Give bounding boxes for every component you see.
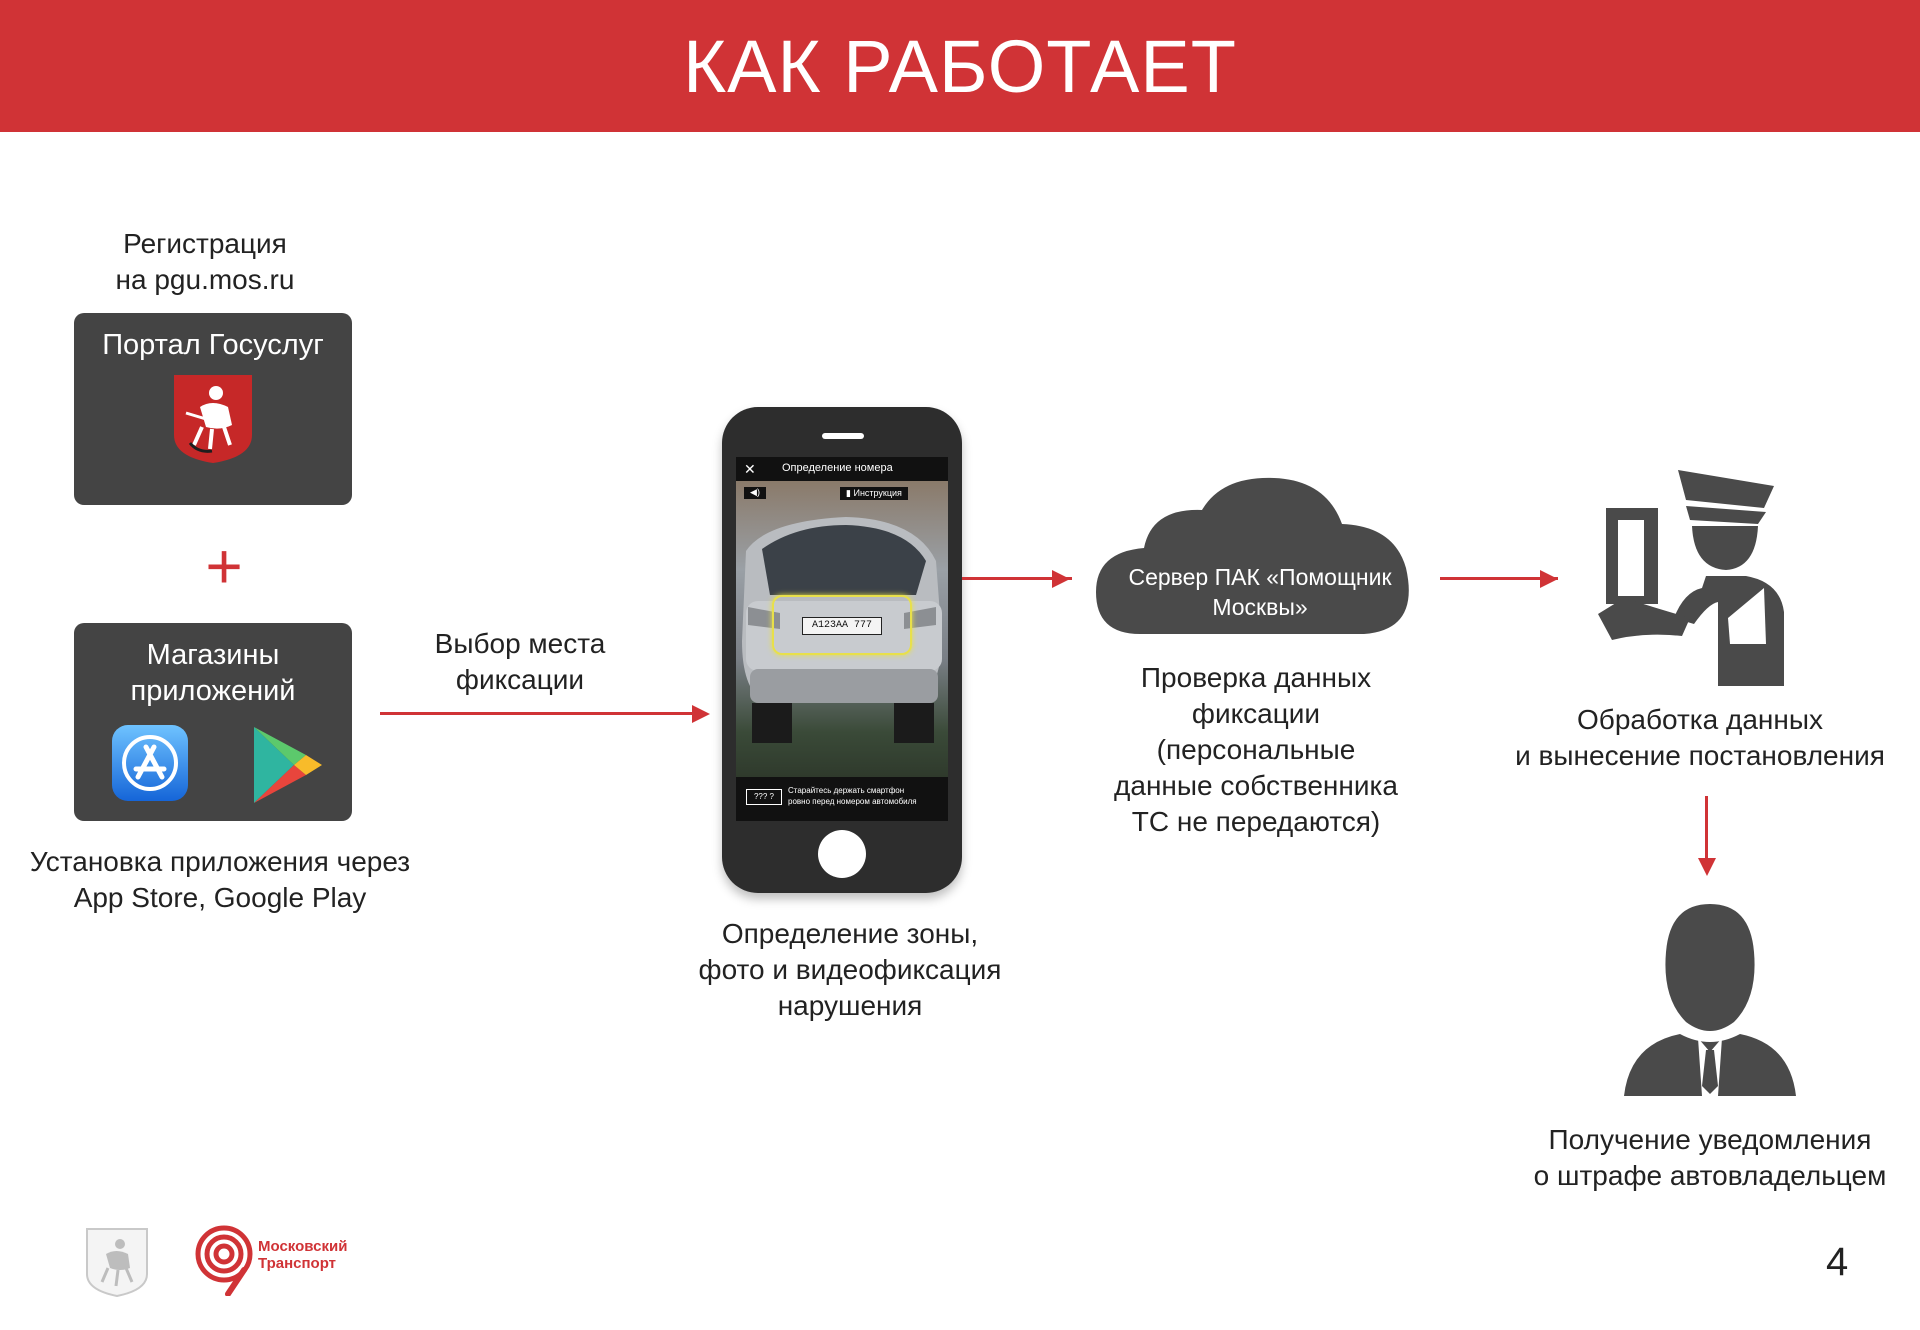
choose-location-caption bbox=[400, 626, 640, 698]
check-caption-line4: данные собственника bbox=[1114, 770, 1398, 801]
phone-speaker bbox=[822, 433, 864, 439]
registration-line2: на pgu.mos.ru bbox=[115, 264, 295, 295]
moscow-emblem-logo bbox=[84, 1226, 150, 1298]
moscow-transport-logo-text bbox=[258, 1238, 347, 1272]
home-button[interactable] bbox=[818, 830, 866, 878]
plate-box: ??? ? bbox=[746, 789, 782, 805]
arrow-to-phone bbox=[380, 712, 692, 715]
phone-caption-line2: фото и видеофиксация bbox=[698, 954, 1002, 985]
google-play-icon bbox=[250, 723, 326, 807]
phone-caption-line1: Определение зоны, bbox=[721, 918, 979, 949]
stores-card-line1: Магазины bbox=[146, 639, 280, 671]
arrow-to-officer-head bbox=[1540, 570, 1558, 588]
choose-caption-line1: Выбор места bbox=[434, 628, 606, 659]
check-caption-line1: Проверка данных bbox=[1140, 662, 1372, 693]
cloud-label bbox=[1110, 562, 1410, 622]
portal-card-title: Портал Госуслуг bbox=[102, 329, 324, 361]
logo-text-line1: Московский bbox=[258, 1238, 348, 1255]
car-owner-icon bbox=[1622, 900, 1798, 1100]
page-title: КАК РАБОТАЕТ bbox=[683, 24, 1237, 108]
hint-line1: Старайтесь держать смартфон bbox=[788, 786, 905, 795]
check-caption-line2: фиксации bbox=[1191, 698, 1321, 729]
install-caption-line2: App Store, Google Play bbox=[73, 882, 367, 913]
check-caption-line5: ТС не передаются) bbox=[1131, 806, 1381, 837]
police-officer-icon bbox=[1594, 468, 1784, 688]
instructions-label: Инструкция bbox=[853, 488, 902, 498]
smartphone bbox=[722, 407, 962, 893]
arrow-to-server-head bbox=[1052, 570, 1070, 588]
stores-card-line2: приложений bbox=[130, 675, 296, 707]
screen-topbar bbox=[736, 457, 948, 481]
arrow-to-owner bbox=[1705, 796, 1708, 862]
page-number: 4 bbox=[1826, 1240, 1849, 1284]
check-caption-line3: (персональные bbox=[1156, 734, 1356, 765]
phone-caption bbox=[680, 916, 1020, 1024]
data-check-caption bbox=[1086, 660, 1426, 840]
processing-caption-line1: Обработка данных bbox=[1577, 704, 1823, 735]
screen-bottombar bbox=[736, 777, 948, 821]
moscow-coat-of-arms-icon bbox=[172, 373, 254, 465]
choose-caption-line2: фиксации bbox=[455, 664, 585, 695]
sound-icon[interactable]: ◀) bbox=[744, 487, 766, 499]
book-icon: ▮ bbox=[846, 488, 851, 498]
logo-text-line2: Транспорт bbox=[258, 1255, 337, 1272]
arrow-to-owner-head bbox=[1698, 858, 1716, 876]
processing-caption bbox=[1490, 702, 1910, 774]
install-caption bbox=[10, 844, 430, 916]
arrow-to-phone-head bbox=[692, 705, 710, 723]
registration-line1: Регистрация bbox=[123, 228, 287, 259]
notification-caption bbox=[1500, 1122, 1920, 1194]
header-bar bbox=[0, 0, 1920, 132]
registration-caption bbox=[80, 226, 330, 298]
moscow-transport-logo-icon bbox=[192, 1224, 258, 1296]
hint-line2: ровно перед номером автомобиля bbox=[788, 797, 917, 806]
phone-caption-line3: нарушения bbox=[777, 990, 923, 1021]
gosuslugi-portal-card bbox=[74, 313, 352, 505]
notify-caption-line2: о штрафе автовладельцем bbox=[1533, 1160, 1887, 1191]
processing-caption-line2: и вынесение постановления bbox=[1515, 740, 1885, 771]
plus-sign: + bbox=[205, 530, 243, 602]
license-plate: А123АА 777 bbox=[802, 617, 882, 635]
install-caption-line1: Установка приложения через bbox=[29, 846, 411, 877]
notify-caption-line1: Получение уведомления bbox=[1548, 1124, 1872, 1155]
phone-screen bbox=[736, 457, 948, 821]
close-icon[interactable]: ✕ bbox=[744, 461, 756, 477]
instructions-button[interactable] bbox=[840, 487, 908, 500]
cloud-label-line1: Сервер ПАК «Помощник bbox=[1128, 564, 1392, 590]
camera-view bbox=[736, 481, 948, 777]
cloud-label-line2: Москвы» bbox=[1212, 594, 1308, 620]
app-stores-card bbox=[74, 623, 352, 821]
plate-detection-frame bbox=[772, 595, 912, 655]
hint-text bbox=[788, 785, 917, 807]
screen-title: Определение номера bbox=[782, 462, 893, 474]
app-store-icon bbox=[110, 723, 190, 803]
